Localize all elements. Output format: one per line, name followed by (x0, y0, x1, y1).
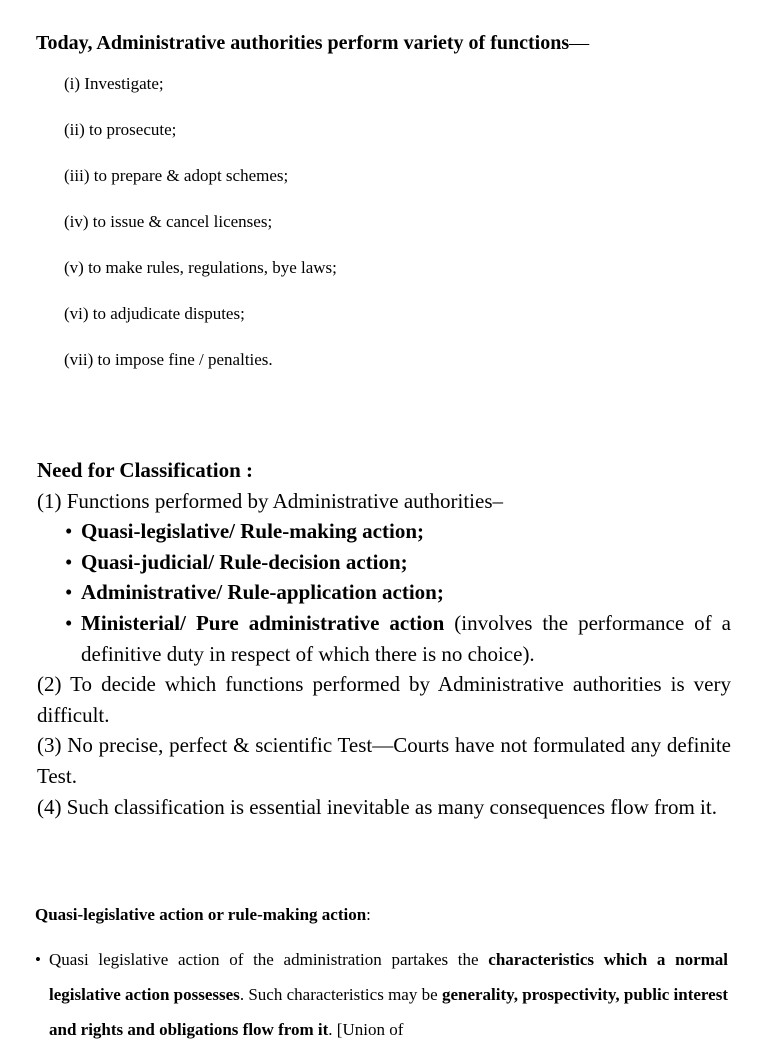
function-item: (iv) to issue & cancel licenses; (64, 212, 273, 231)
main-heading (36, 30, 589, 56)
classification-bullets (37, 516, 731, 669)
main-heading-dash: — (569, 32, 590, 54)
bullet-icon: • (65, 549, 73, 574)
bullet-bold-text: Ministerial/ Pure administrative action (81, 610, 445, 635)
function-item: (iii) to prepare & adopt schemes; (64, 166, 289, 185)
classification-bullet (65, 577, 731, 608)
paragraph-text: . Such characteristics may be (239, 985, 442, 1004)
classification-bullet (65, 516, 731, 547)
classification-bullet (65, 547, 731, 578)
function-item: (v) to make rules, regulations, bye laws; (64, 258, 337, 277)
bullet-text: (involves the performance of a definitive duty in respect of which there is no choice). (81, 610, 731, 666)
quasi-legislative-paragraph (35, 942, 728, 1047)
bullet-icon: • (65, 519, 73, 544)
functions-list (64, 72, 337, 394)
function-item: (ii) to prosecute; (64, 120, 177, 139)
function-item: (i) Investigate; (64, 74, 164, 93)
bullet-bold-text: Administrative/ Rule-application action; (81, 580, 444, 605)
function-item: (vi) to adjudicate disputes; (64, 304, 245, 323)
bullet-icon: • (35, 950, 41, 969)
classification-point-4: (4) Such classification is essential inevitable as many consequences flow from it. (37, 794, 717, 819)
classification-point-1: (1) Functions performed by Administrative authorities– (37, 488, 503, 513)
classification-point-2: (2) To decide which functions performed by Administrative authorities is very difficult. (37, 672, 731, 727)
bullet-bold-text: Quasi-legislative/ Rule-making action; (81, 519, 424, 544)
paragraph-bold-text: generality, prospectivity, public interest and rights and obligations flow from it (49, 985, 728, 1039)
quasi-legislative-title-text: Quasi-legislative action or rule-making action (35, 905, 367, 924)
bullet-icon: • (65, 580, 73, 605)
main-heading-text: Today, Administrative authorities perform variety of functions (36, 32, 570, 54)
paragraph-bold-text: characteristics which a normal legislative action possesses (49, 950, 728, 1004)
paragraph-text: Quasi legislative action of the administration partakes the (49, 950, 489, 969)
function-item: (vii) to impose fine / penalties. (64, 350, 273, 369)
quasi-legislative-title (35, 900, 728, 930)
bullet-icon: • (65, 610, 73, 635)
classification-section (37, 455, 731, 822)
classification-bullet (65, 608, 731, 669)
bullet-bold-text: Quasi-judicial/ Rule-decision action; (81, 549, 408, 574)
quasi-legislative-title-colon: : (366, 905, 371, 924)
paragraph-text: . [Union of (328, 1020, 404, 1039)
classification-point-3: (3) No precise, perfect & scientific Test—Courts have not formulated any definite Test. (37, 733, 731, 788)
quasi-legislative-section (35, 900, 728, 1047)
classification-title: Need for Classification : (37, 458, 253, 482)
